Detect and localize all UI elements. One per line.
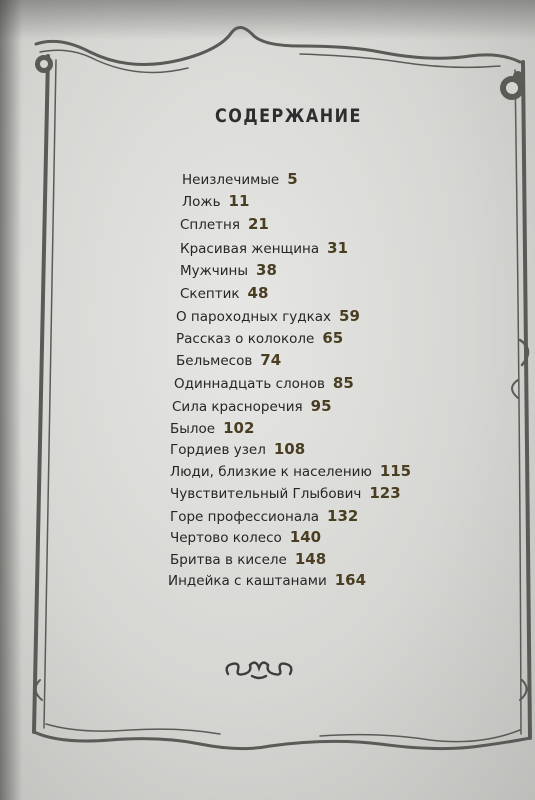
toc-entry	[176, 329, 343, 347]
toc-entry	[174, 374, 354, 392]
toc-entry	[180, 261, 277, 279]
toc-entry-page-number: 21	[248, 215, 269, 233]
toc-entry-page-number: 48	[247, 284, 269, 302]
toc-entry-title: Бритва в киселе	[170, 552, 287, 568]
toc-entry-page-number: 31	[327, 239, 349, 257]
toc-entry	[180, 239, 348, 257]
toc-entry-title: Люди, близкие к населению	[170, 464, 372, 480]
toc-entry-page-number: 132	[327, 507, 359, 525]
toc-entry-page-number: 123	[369, 484, 401, 502]
toc-entry-page-number: 38	[256, 261, 277, 279]
toc-entry	[182, 170, 298, 188]
toc-entry-page-number: 5	[287, 170, 298, 188]
floral-ornament-icon	[222, 656, 296, 682]
toc-entry-page-number: 65	[322, 329, 344, 347]
toc-entry	[168, 571, 366, 589]
toc-entry-page-number: 140	[289, 528, 322, 546]
toc-entry	[170, 440, 305, 458]
toc-entry	[170, 462, 411, 480]
toc-entry	[180, 215, 269, 233]
toc-entry-page-number: 74	[260, 351, 282, 369]
toc-entry-page-number: 85	[332, 374, 354, 392]
toc-entry-title: Сила красноречия	[172, 399, 303, 415]
toc-entry-title: Чувствительный Глыбович	[170, 486, 362, 502]
toc-entry-page-number: 164	[334, 571, 367, 589]
toc-entry-title: Одиннадцать слонов	[174, 376, 325, 392]
page-title: СОДЕРЖАНИЕ	[215, 104, 362, 127]
toc-entry	[182, 192, 249, 210]
toc-entry-page-number: 108	[273, 440, 306, 458]
toc-entry-title: Сплетня	[180, 217, 240, 233]
toc-entry	[176, 351, 281, 369]
toc-entry-page-number: 95	[310, 397, 332, 415]
toc-entry-title: Гордиев узел	[170, 442, 266, 458]
toc-entry	[170, 550, 326, 568]
toc-entry-title: Ложь	[182, 194, 221, 210]
toc-entry-title: Бельмесов	[176, 353, 253, 369]
toc-entry-page-number: 59	[339, 307, 360, 325]
toc-entry	[172, 397, 332, 415]
toc-entry-title: Былое	[170, 421, 216, 437]
toc-entry-page-number: 115	[379, 462, 412, 480]
toc-entry-title: Чертово колесо	[170, 530, 282, 546]
toc-entry-title: Мужчины	[180, 263, 249, 279]
toc-entry	[170, 484, 401, 502]
toc-entry-title: Красивая женщина	[180, 241, 320, 257]
toc-entry	[180, 284, 268, 302]
toc-entry-title: Неизлечимые	[182, 172, 280, 188]
toc-entry	[176, 307, 360, 325]
toc-entry-title: Скептик	[180, 286, 240, 302]
toc-entry	[170, 419, 254, 437]
toc-entry-title: Рассказ о колоколе	[176, 331, 315, 347]
toc-entry-title: Горе профессионала	[170, 509, 320, 525]
toc-entry-page-number: 148	[294, 550, 327, 568]
toc-entry-page-number: 102	[223, 419, 255, 437]
toc-entry	[170, 528, 321, 546]
toc-entry-title: О пароходных гудках	[176, 309, 332, 325]
toc-entry	[170, 507, 358, 525]
toc-entry-page-number: 11	[228, 192, 250, 210]
toc-entry-title: Индейка с каштанами	[168, 573, 327, 589]
